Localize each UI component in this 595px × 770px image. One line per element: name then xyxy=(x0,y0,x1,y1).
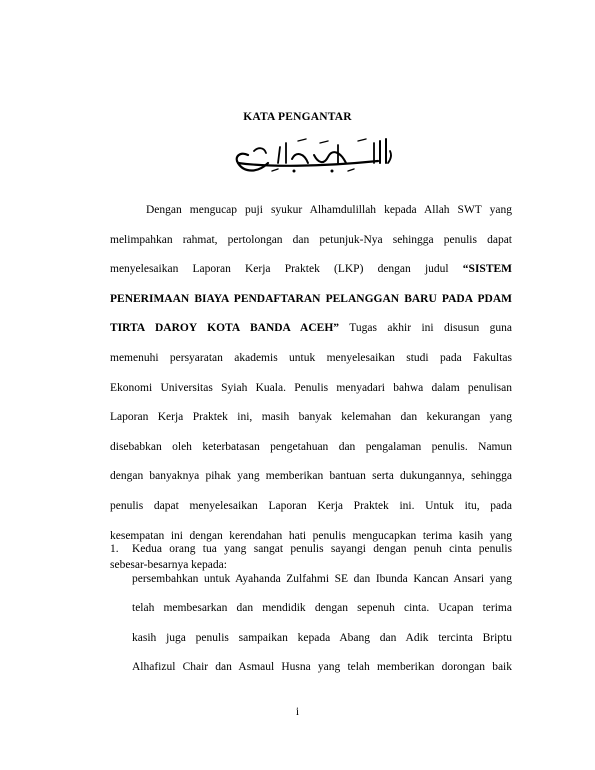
paragraph-line-text: menyelesaikan Laporan Kerja Praktek (LKP) dengan judul xyxy=(110,263,449,276)
paragraph-line: memenuhi persyaratan akademis untuk menyelesaikan studi pada Fakultas xyxy=(110,351,512,364)
paragraph-line: disebabkan oleh keterbatasan pengetahuan dan pengalaman penulis. Namun xyxy=(110,440,512,453)
paragraph-line: Laporan Kerja Praktek ini, masih banyak kelemahan dan kekurangan yang xyxy=(110,411,512,424)
list-item xyxy=(110,535,512,683)
page-title: KATA PENGANTAR xyxy=(243,111,352,123)
paragraph-line: melimpahkan rahmat, pertolongan dan petunjuk-Nya sehingga penulis dapat xyxy=(110,233,512,246)
paragraph-line: dengan banyaknya pihak yang memberikan bantuan serta dukungannya, sehingga xyxy=(110,470,512,483)
paragraph-line: Ekonomi Universitas Syiah Kuala. Penulis menyadari bahwa dalam penulisan xyxy=(110,381,512,394)
basmala-calligraphy xyxy=(228,133,396,175)
report-title-middle: PENERIMAAN BIAYA PENDAFTARAN PELANGGAN BARU PADA PDAM xyxy=(110,292,512,305)
list-item-line: telah membesarkan dan mendidik dengan sepenuh cinta. Ucapan terima xyxy=(132,602,512,615)
list-item-line: kasih juga penulis sampaikan kepada Abang dan Adik tercinta Briptu xyxy=(132,631,512,644)
page-number: i xyxy=(295,706,300,718)
report-title-start: “SISTEM xyxy=(462,263,513,276)
list-item-line: Alhafizul Chair dan Asmaul Husna yang telah memberikan dorongan baik xyxy=(132,661,512,674)
list-item-line: persembahkan untuk Ayahanda Zulfahmi SE dan Ibunda Kancan Ansari yang xyxy=(132,572,512,585)
list-item-number: 1. xyxy=(110,543,119,555)
paragraph-line: sebesar-besarnya kepada: xyxy=(110,559,227,572)
paragraph-line: penulis dapat menyelesaikan Laporan Kerja Praktek ini. Untuk itu, pada xyxy=(110,499,512,512)
paragraph-line-with-title-end xyxy=(110,314,512,344)
paragraph-line: Dengan mengucap puji syukur Alhamdulillah kepada Allah SWT yang xyxy=(146,204,512,216)
list-item-line: Kedua orang tua yang sangat penulis sayangi dengan penuh cinta penulis xyxy=(132,543,512,555)
paragraph-line-text: Tugas akhir ini disusun guna xyxy=(349,322,512,335)
paragraph-line-with-title-start xyxy=(110,255,512,285)
report-title-end: TIRTA DAROY KOTA BANDA ACEH” xyxy=(110,322,340,335)
acknowledgement-list xyxy=(110,535,512,683)
opening-paragraph xyxy=(110,196,512,581)
report-title-line xyxy=(110,285,512,315)
paragraph-line: kesempatan ini dengan kerendahan hati penulis mengucapkan terima kasih yang xyxy=(110,529,512,542)
